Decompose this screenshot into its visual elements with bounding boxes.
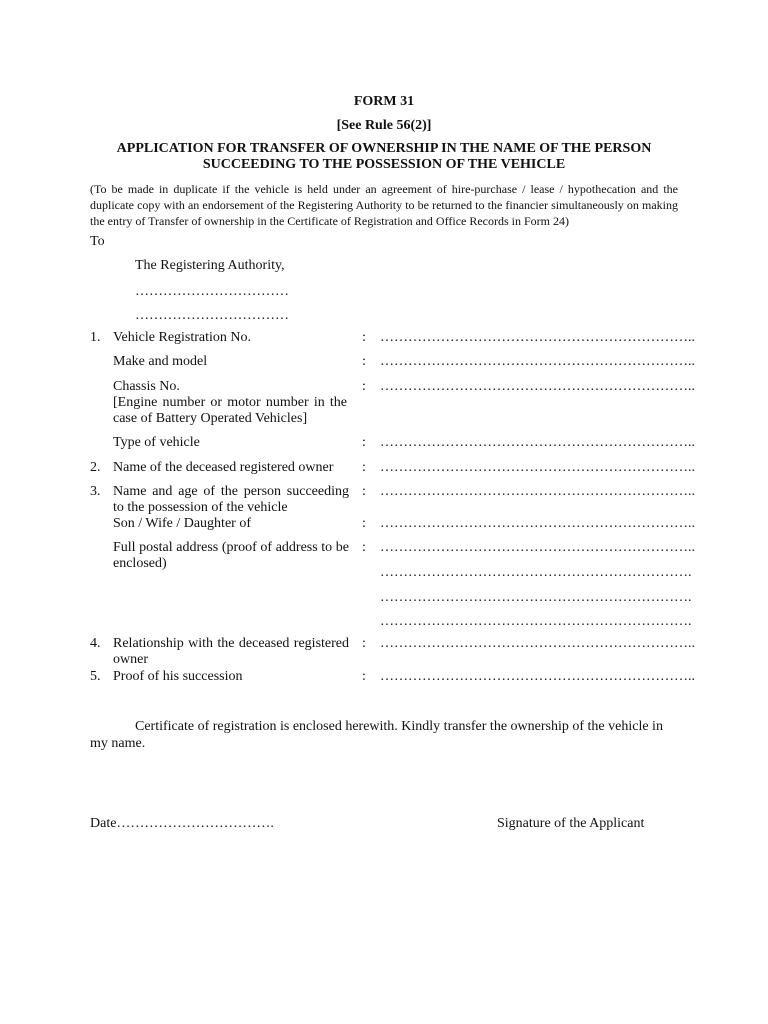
colon: :	[362, 669, 366, 684]
colon: :	[362, 484, 366, 499]
deceased-owner-blank[interactable]: …………………………………………………………..	[380, 460, 695, 475]
colon: :	[362, 636, 366, 651]
form-note: (To be made in duplicate if the vehicle is held under an agreement of hire-purchase / lease / hypothecation and the duplicate copy with an endorsement of the Registering Authority to be returned to the financier simultaneously on making the entry of Transfer of ownership in the Certificate of Registration and Office Records in Form 24)	[90, 182, 678, 228]
postal-address-blank-line1[interactable]: …………………………………………………………..	[380, 540, 695, 555]
postal-address-blank-line3[interactable]: ………………………………………………………….	[380, 590, 692, 605]
authority-dots-line1: ……………………………	[135, 284, 289, 299]
colon: :	[362, 460, 366, 475]
authority-dots-line2: ……………………………	[135, 308, 289, 323]
colon: :	[362, 540, 366, 555]
vehicle-registration-blank[interactable]: …………………………………………………………..	[380, 330, 695, 345]
applicant-signature-label: Signature of the Applicant	[497, 816, 645, 831]
successor-label: Name and age of the person succeeding to the possession of the vehicle	[113, 484, 349, 515]
chassis-sub-label: [Engine number or motor number in the case of Battery Operated Vehicles]	[113, 395, 347, 426]
make-model-blank[interactable]: …………………………………………………………..	[380, 354, 695, 369]
make-model-label: Make and model	[113, 354, 208, 369]
successor-blank[interactable]: …………………………………………………………..	[380, 484, 695, 499]
vehicle-registration-label: Vehicle Registration No.	[113, 330, 252, 345]
form-title-line2: SUCCEEDING TO THE POSSESSION OF THE VEHICLE	[202, 157, 566, 172]
postal-address-blank-line4[interactable]: ………………………………………………………….	[380, 614, 692, 629]
colon: :	[362, 354, 366, 369]
deceased-owner-label: Name of the deceased registered owner	[113, 460, 334, 475]
relation-blank[interactable]: …………………………………………………………..	[380, 516, 695, 531]
chassis-blank[interactable]: …………………………………………………………..	[380, 379, 695, 394]
colon: :	[362, 379, 366, 394]
item-number-4: 4.	[90, 636, 101, 651]
colon: :	[362, 330, 366, 345]
form-number: FORM 31	[353, 94, 415, 109]
chassis-label: Chassis No.	[113, 379, 180, 394]
postal-address-blank-line2[interactable]: ………………………………………………………….	[380, 565, 692, 580]
vehicle-type-label: Type of vehicle	[113, 435, 200, 450]
relation-label: Son / Wife / Daughter of	[113, 516, 251, 531]
colon: :	[362, 435, 366, 450]
relationship-label: Relationship with the deceased registered owner	[113, 636, 349, 667]
closing-statement: Certificate of registration is enclosed herewith. Kindly transfer the ownership of the vehicle in my name.	[90, 719, 663, 751]
form-title-line1: APPLICATION FOR TRANSFER OF OWNERSHIP IN THE NAME OF THE PERSON	[116, 141, 652, 156]
colon: :	[362, 516, 366, 531]
to-label: To	[90, 234, 105, 249]
form-rule: [See Rule 56(2)]	[336, 118, 432, 133]
proof-blank[interactable]: …………………………………………………………..	[380, 669, 695, 684]
item-number-5: 5.	[90, 669, 101, 684]
item-number-3: 3.	[90, 484, 101, 499]
item-number-1: 1.	[90, 330, 101, 345]
date-field[interactable]: Date…………………………….	[90, 816, 274, 831]
proof-label: Proof of his succession	[113, 669, 243, 684]
registering-authority: The Registering Authority,	[135, 258, 285, 273]
vehicle-type-blank[interactable]: …………………………………………………………..	[380, 435, 695, 450]
relationship-blank[interactable]: …………………………………………………………..	[380, 636, 695, 651]
item-number-2: 2.	[90, 460, 101, 475]
postal-address-label: Full postal address (proof of address to be enclosed)	[113, 540, 349, 571]
